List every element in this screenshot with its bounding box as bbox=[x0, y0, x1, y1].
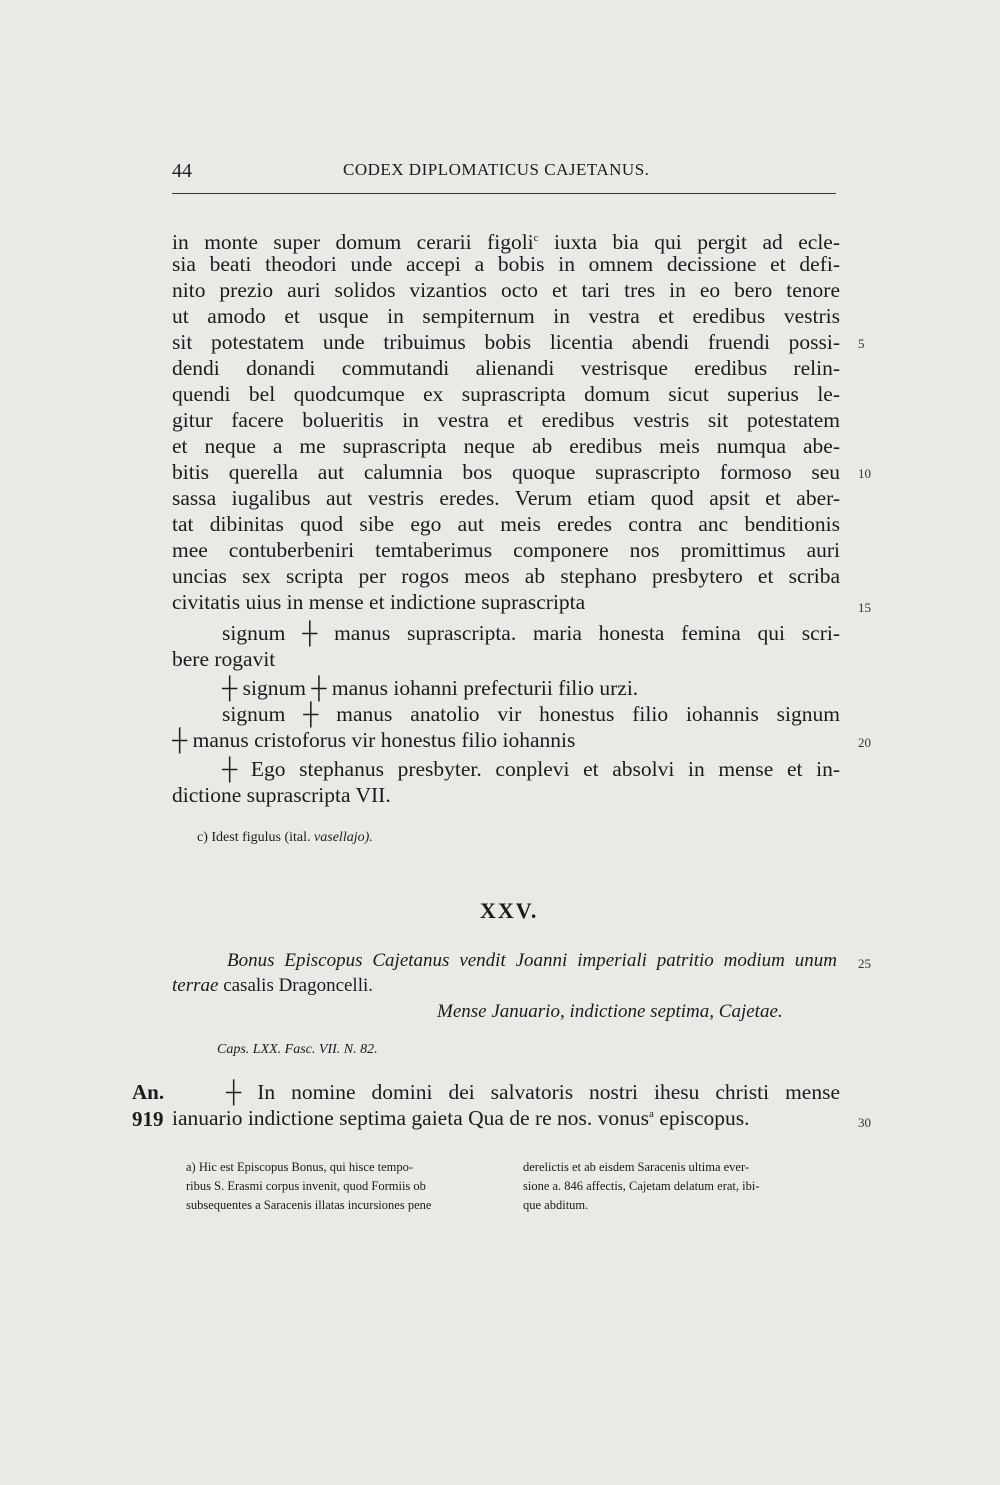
page-number: 44 bbox=[172, 160, 192, 182]
body-line: in monte super domum cerarii figoli$^c$ iuxta bia qui pergit ad ecle- bbox=[172, 230, 840, 255]
body-line: dictione suprascripta VII. bbox=[172, 783, 391, 807]
body-line: tat dibinitas quod sibe ego aut meis eredes contra anc benditionis bbox=[172, 512, 840, 536]
footnote-line: sione a. 846 affectis, Cajetam delatum erat, ibi- bbox=[523, 1179, 760, 1193]
line-number: 25 bbox=[858, 956, 871, 971]
document-text-line: ┼ In nomine domini dei salvatoris nostri ihesu christi mense bbox=[226, 1080, 840, 1104]
header-rule bbox=[172, 193, 836, 194]
body-line: civitatis uius in mense et indictione suprascripta bbox=[172, 590, 586, 614]
line-number: 20 bbox=[858, 735, 871, 750]
body-line: bere rogavit bbox=[172, 647, 276, 671]
body-line: sassa iugalibus aut vestris eredes. Verum etiam quod apsit et aber- bbox=[172, 486, 840, 510]
body-line: sit potestatem unde tribuimus bobis licentia abendi fruendi possi- bbox=[172, 330, 840, 354]
body-line: ut amodo et usque in sempiternum in vestra et eredibus vestris bbox=[172, 304, 840, 328]
body-line: gitur facere bolueritis in vestra et eredibus vestris sit potestatem bbox=[172, 408, 840, 432]
body-line: ┼ signum ┼ manus iohanni prefecturii filio urzi. bbox=[222, 676, 639, 700]
body-line: dendi donandi commutandi alienandi vestrisque eredibus relin- bbox=[172, 356, 840, 380]
margin-year-label: An. bbox=[132, 1080, 165, 1104]
document-date: Mense Januario, indictione septima, Cajetae. bbox=[437, 1001, 783, 1022]
body-line: uncias sex scripta per rogos meos ab stephano presbytero et scriba bbox=[172, 564, 840, 588]
line-number: 10 bbox=[858, 466, 871, 481]
body-line: bitis querella aut calumnia bos quoque suprascripto formoso seu bbox=[172, 460, 840, 484]
footnote-line: subsequentes a Saracenis illatas incursiones pene bbox=[186, 1198, 432, 1212]
archive-reference: Caps. LXX. Fasc. VII. N. 82. bbox=[217, 1042, 378, 1057]
body-line: mee contuberbeniri temtaberimus componere nos promittimus auri bbox=[172, 538, 840, 562]
body-line: quendi bel quodcumque ex suprascripta domum sicut superius le- bbox=[172, 382, 840, 406]
footnote-c: c) Idest figulus (ital. vasellajo). bbox=[197, 830, 373, 845]
body-line: ┼ manus cristoforus vir honestus filio iohannis bbox=[172, 728, 576, 752]
document-text-line: ianuario indictione septima gaieta Qua de re nos. vonus$^a$ episcopus. bbox=[172, 1106, 750, 1130]
line-number: 30 bbox=[858, 1115, 871, 1130]
document-number: XXV. bbox=[480, 898, 539, 923]
footnote-line: a) Hic est Episcopus Bonus, qui hisce tempo- bbox=[186, 1160, 414, 1174]
footnote-a-right-column bbox=[523, 1158, 760, 1215]
footnote-line: que abditum. bbox=[523, 1198, 589, 1212]
document-summary-line1: Bonus Episcopus Cajetanus vendit Joanni imperiali patritio modium unum bbox=[227, 950, 837, 971]
document-summary-line2: terrae casalis Dragoncelli. bbox=[172, 975, 374, 996]
margin-year: 919 bbox=[132, 1107, 164, 1131]
body-line: ┼ Ego stephanus presbyter. conplevi et absolvi in mense et in- bbox=[222, 757, 840, 781]
line-number: 15 bbox=[858, 600, 871, 615]
body-line: signum ┼ manus suprascripta. maria honesta femina qui scri- bbox=[222, 621, 840, 645]
line-number: 5 bbox=[858, 336, 865, 351]
footnote-a-left-column bbox=[186, 1158, 431, 1215]
body-line: nito prezio auri solidos vizantios octo et tari tres in eo bero tenore bbox=[172, 278, 840, 302]
footnote-line: derelictis et ab eisdem Saracenis ultima ever- bbox=[523, 1160, 750, 1174]
body-line: sia beati theodori unde accepi a bobis in omnem decissione et defi- bbox=[172, 252, 840, 276]
body-line: signum ┼ manus anatolio vir honestus filio iohannis signum bbox=[222, 702, 840, 726]
body-line: et neque a me suprascripta neque ab eredibus meis numqua abe- bbox=[172, 434, 840, 458]
running-title: CODEX DIPLOMATICUS CAJETANUS. bbox=[343, 160, 650, 179]
footnote-line: ribus S. Erasmi corpus invenit, quod Formiis ob bbox=[186, 1179, 426, 1193]
